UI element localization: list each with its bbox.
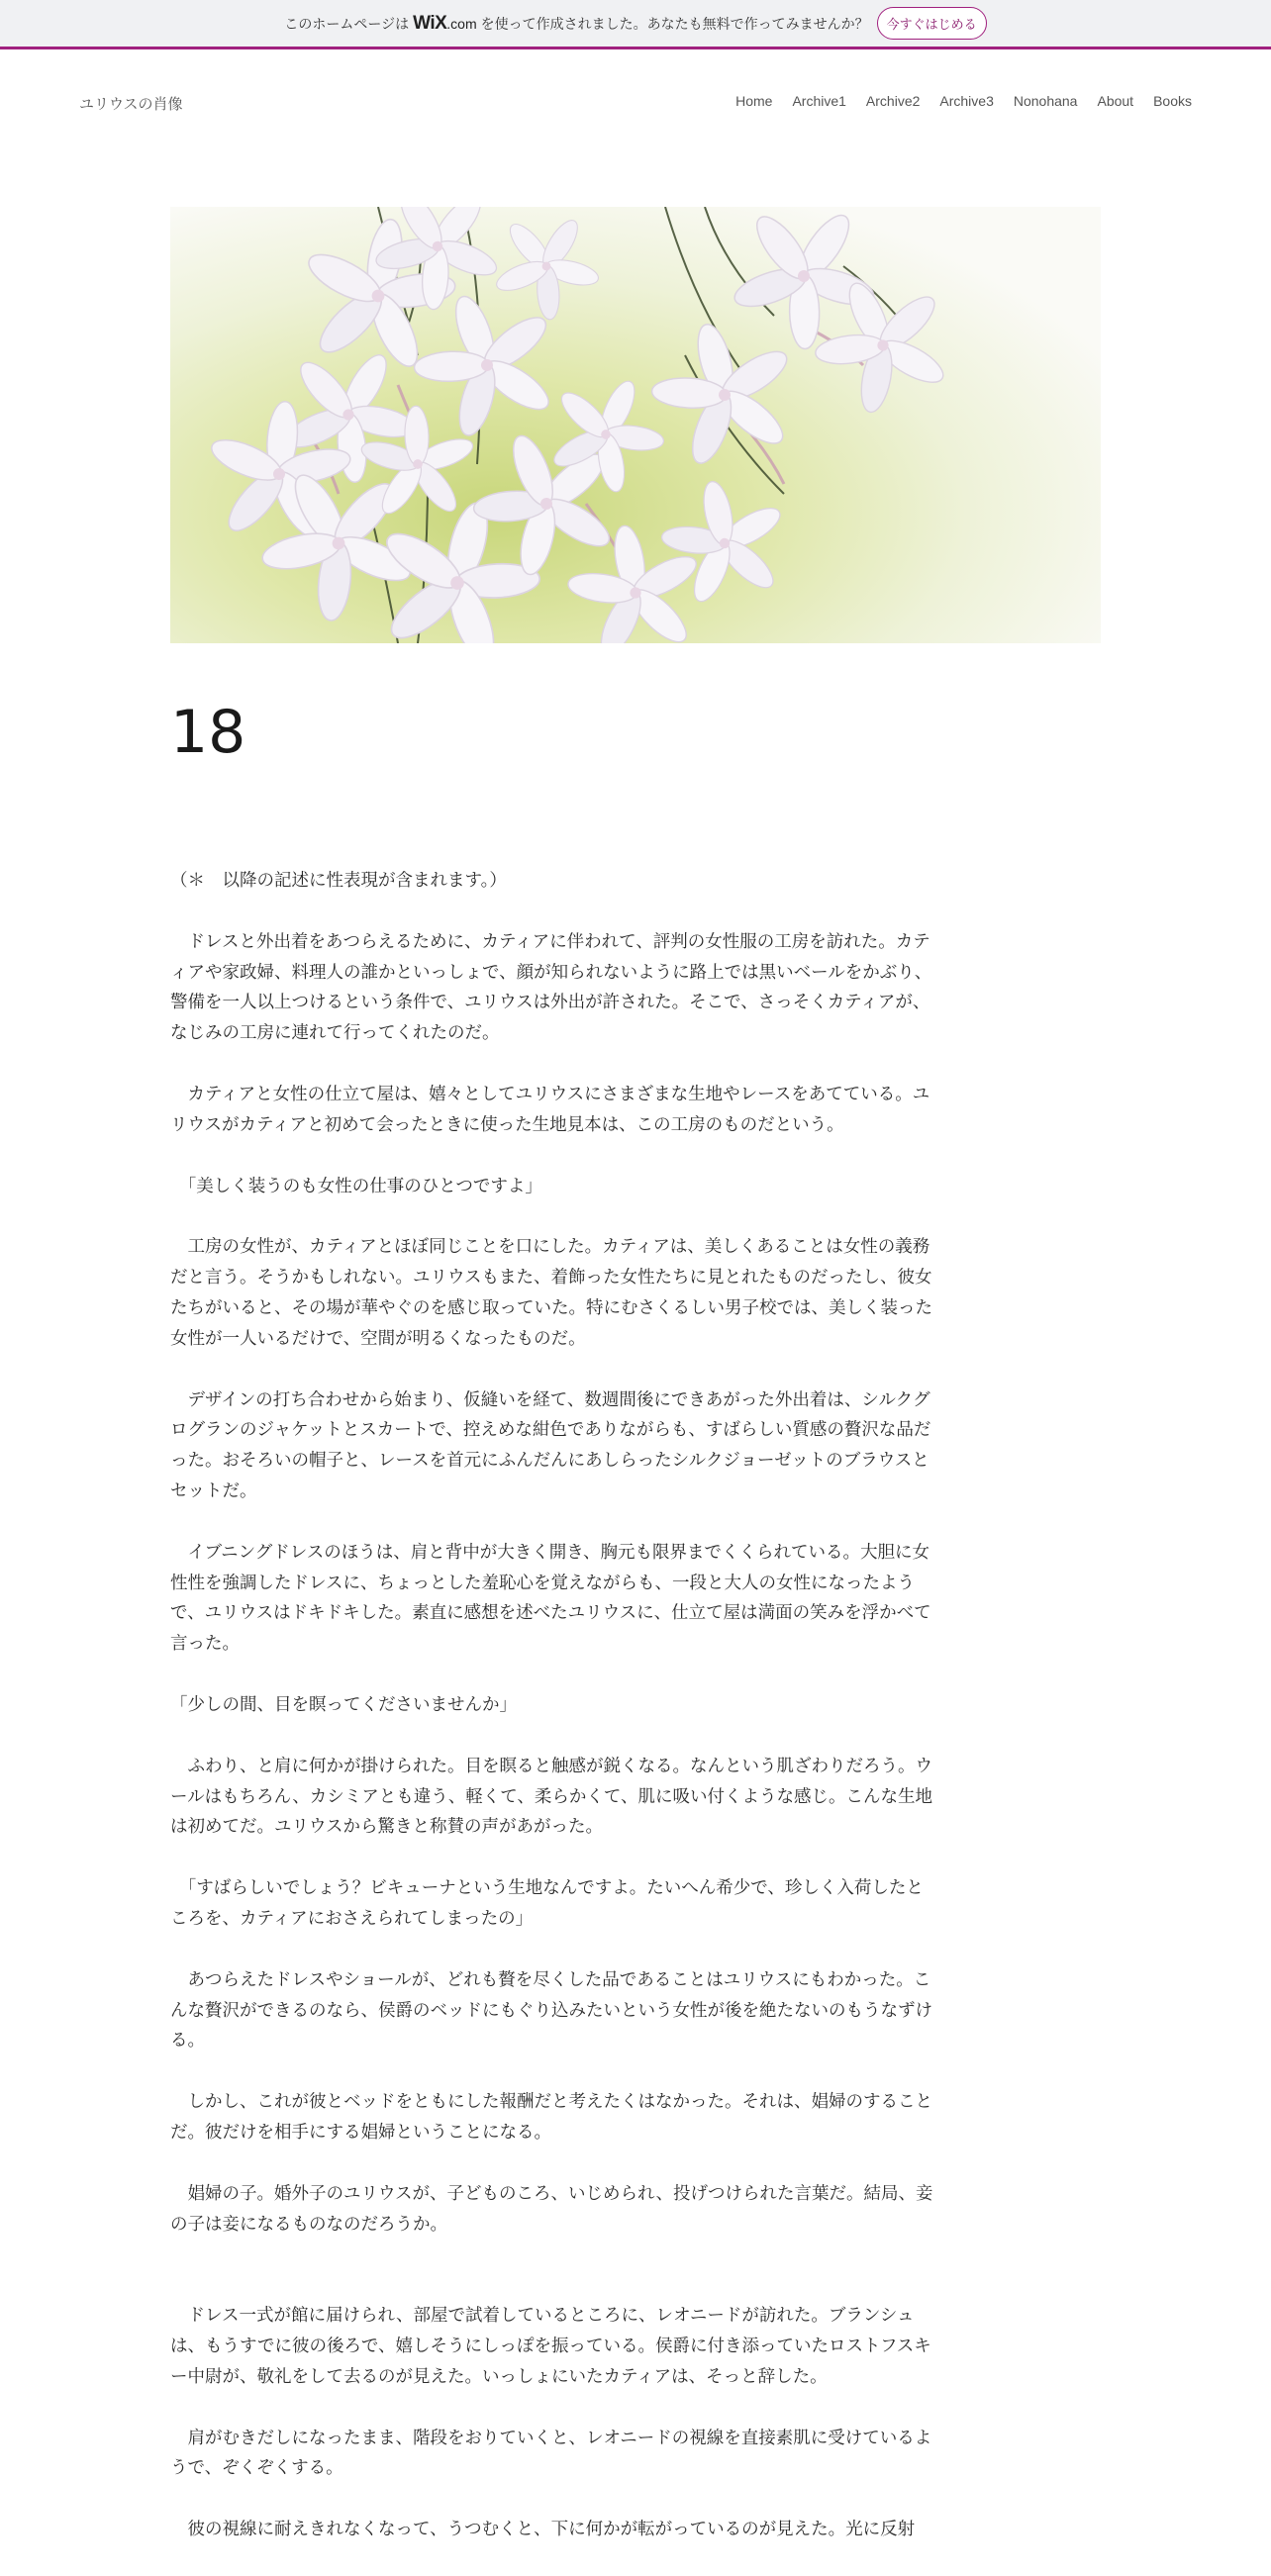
nav-item-archive1[interactable]: Archive1 [792,93,846,109]
wix-banner-text-after: を使って作成されました。あなたも無料で作ってみませんか？ [480,16,869,33]
post-paragraph: （＊ 以降の記述に性表現が含まれます。） [170,871,507,891]
wix-banner-text-before: このホームページは [284,16,410,33]
post-paragraph: あつらえたドレスやショールが、どれも贅を尽くした品であることはユリウスにもわかった。こんな贅沢ができるのなら、侯爵のベッドにもぐり込みたいという女性が後を絶たないのもうなずける。 [170,1969,932,2051]
nav-item-archive2[interactable]: Archive2 [865,93,921,109]
nav-item-books[interactable]: Books [1153,93,1192,109]
post-paragraph: デザインの打ち合わせから始まり、仮縫いを経て、数週間後にできあがった外出着は、シルクグログランのジャケットとスカートで、控えめな紺色でありながらも、すばらしい質感の贅沢な品だった。おそろいの帽子と、レースを首元にふんだんにあしらったシルクジョーゼットのブラウスとセットだ。 [170,1389,931,1501]
post-paragraph: ドレス一式が館に届けられ、部屋で試着しているところに、レオニードが訪れた。ブランシュは、もうすでに彼の後ろで、嬉しそうにしっぽを振っている。侯爵に付き添っていたロストフスキー中尉が、敬礼をして去るのが見えた。いっしょにいたカティアは、そっと辞した。 [170,2306,931,2387]
site-title[interactable]: ユリウスの肖像 [79,95,183,113]
jasmine-flowers-illustration [170,207,1101,643]
post-paragraph: 娼婦の子。婚外子のユリウスが、子どものころ、いじめられ、投げつけられた言葉だ。結局、妾の子は妾になるものなのだろうか。 [170,2183,933,2235]
wix-logo-brand: WiX [413,12,447,34]
post-paragraph: 「少しの間、目を瞑ってくださいませんか」 [170,1694,517,1715]
hero-image [170,207,1101,643]
post-paragraph: 「すばらしいでしょう？ビキューナという生地なんですよ。たいへん希少で、珍しく入荷したところを、カティアにおさえられてしまったの」 [170,1878,924,1929]
main-nav [716,93,1192,109]
nav-item-nonohana[interactable]: Nonohana [1013,93,1078,109]
post-paragraph: イブニングドレスのほうは、肩と背中が大きく開き、胸元も限界までくくられている。大胆に女性性を強調したドレスに、ちょっとした羞恥心を覚えながらも、一段と大人の女性になったようで、ユリウスはドキドキした。素直に感想を述べたユリウスに、仕立て屋は満面の笑みを浮かべて言った。 [170,1542,931,1655]
post-paragraph: しかし、これが彼とベッドをともにした報酬だと考えたくはなかった。それは、娼婦のすることだ。彼だけを相手にする娼婦ということになる。 [170,2092,932,2143]
nav-item-home[interactable]: Home [735,93,773,109]
nav-item-about[interactable]: About [1097,93,1134,109]
nav-item-archive3[interactable]: Archive3 [939,93,994,109]
post-paragraph: 工房の女性が、カティアとほぼ同じことを口にした。カティアは、美しくあることは女性の義務だと言う。そうかもしれない。ユリウスもまた、着飾った女性たちに見とれたものだったし、彼女たちがいると、その場が華やぐのを感じ取っていた。特にむさくるしい男子校では、美しく装った女性が一人いるだけで、空間が明るくなったものだ。 [170,1237,932,1349]
post-title: 18 [170,698,246,767]
wix-logo-domain: .com [446,15,477,32]
post-paragraph: 肩がむきだしになったまま、階段をおりていくと、レオニードの視線を直接素肌に受けているようで、ぞくぞくする。 [170,2428,932,2479]
post-paragraph: 「美しく装うのも女性の仕事のひとつですよ」 [170,1176,542,1196]
start-now-button[interactable]: 今すぐはじめる [877,7,987,40]
post-paragraph: カティアと女性の仕立て屋は、嬉々としてユリウスにさまざまな生地やレースをあてている。ユリウスがカティアと初めて会ったときに使った生地見本は、この工房のものだという。 [170,1084,930,1135]
wix-logo[interactable] [413,13,477,35]
post-paragraph: ドレスと外出着をあつらえるために、カティアに伴われて、評判の女性服の工房を訪れた。カティアや家政婦、料理人の誰かといっしょで、顔が知られないように路上では黒いベールをかぶり、警備を一人以上つけるという条件で、ユリウスは外出が許された。そこで、さっそくカティアが、なじみの工房に連れて行ってくれたのだ。 [170,931,932,1044]
post-paragraph: ふわり、と肩に何かが掛けられた。目を瞑ると触感が鋭くなる。なんという肌ざわりだろう。ウールはもちろん、カシミアとも違う、軽くて、柔らかくて、肌に吸い付くような感じ。こんな生地は初めてだ。ユリウスから驚きと称賛の声があがった。 [170,1756,932,1838]
wix-promo-banner [0,0,1271,49]
post-body [170,866,937,2576]
post-paragraph: 彼の視線に耐えきれなくなって、うつむくと、下に何かが転がっているのが見えた。光に反射 [170,2520,916,2540]
